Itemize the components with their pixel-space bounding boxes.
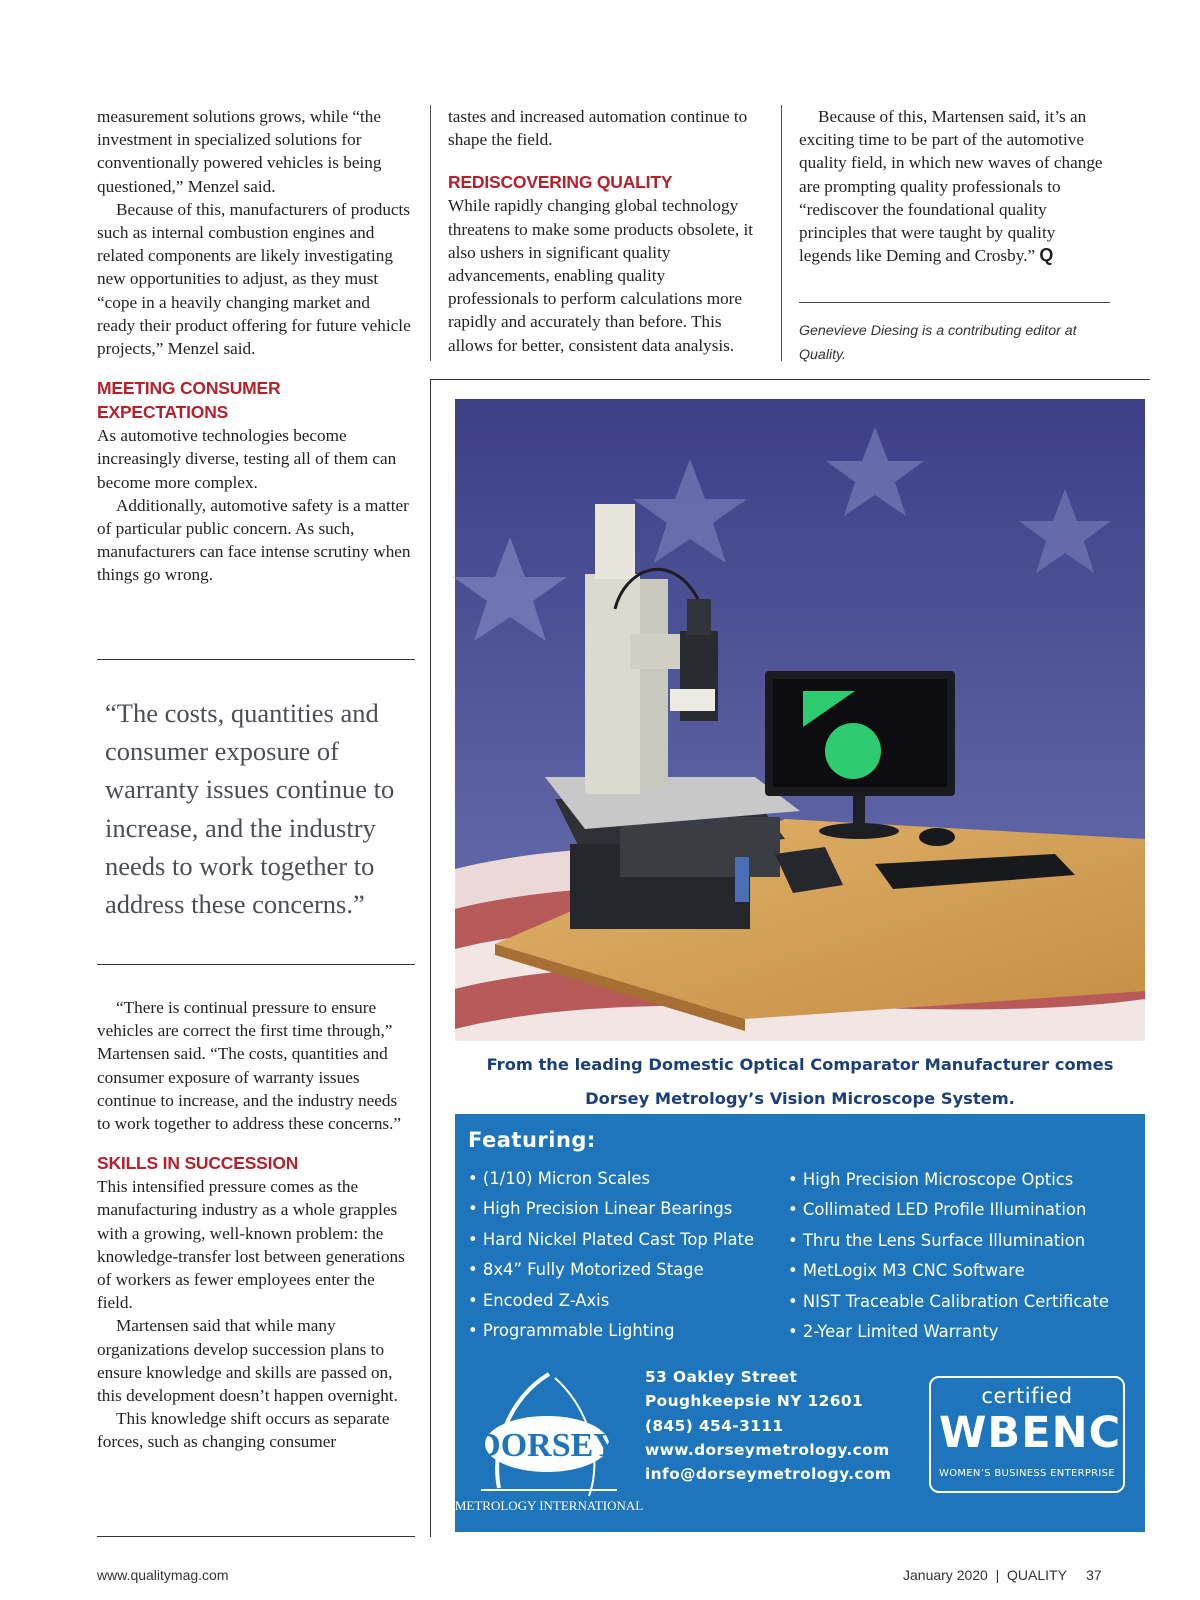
feature-item: • Encoded Z-Axis bbox=[468, 1286, 754, 1316]
feature-item: • Hard Nickel Plated Cast Top Plate bbox=[468, 1225, 754, 1255]
col2-paragraph-2: While rapidly changing global technology threatens to make some products obsolete, it also ushers in significant quality advancements, enabling quality professionals to perform calculations more rapidly and accurately than before. This allows for better, consistent data analysis. bbox=[448, 196, 754, 355]
ad-product-photo bbox=[455, 399, 1145, 1041]
ad-tagline-line-2: Dorsey Metrology’s Vision Microscope System. bbox=[585, 1089, 1015, 1108]
mouse bbox=[919, 828, 955, 846]
microscope-column bbox=[585, 574, 640, 794]
feature-item: • NIST Traceable Calibration Certificate bbox=[788, 1287, 1109, 1317]
microscope-system-illustration bbox=[455, 399, 1145, 1041]
wbenc-certified-label: certified bbox=[981, 1384, 1073, 1408]
ad-feature-panel bbox=[455, 1114, 1145, 1532]
address-email: info@dorseymetrology.com bbox=[645, 1465, 892, 1484]
col2-paragraph-1: tastes and increased automation continue to shape the field. bbox=[448, 107, 748, 150]
featuring-title: Featuring: bbox=[468, 1128, 596, 1152]
article-column-2 bbox=[448, 105, 758, 357]
article-column-1 bbox=[97, 105, 412, 587]
pullquote-rule-bottom bbox=[97, 964, 415, 965]
ad-frame-left bbox=[430, 379, 431, 1537]
wbenc-subtitle: WOMEN’S BUSINESS ENTERPRISE bbox=[939, 1468, 1115, 1479]
footer-issue-page: January 2020 | QUALITY 37 bbox=[903, 1567, 1102, 1583]
col1-paragraph-4: Additionally, automotive safety is a matter of particular public concern. As such, manufacturers can face intense scrutiny when things go wrong. bbox=[97, 495, 411, 585]
heading-skills-in-succession: SKILLS IN SUCCESSION bbox=[97, 1153, 299, 1174]
heading-rediscovering-quality: REDISCOVERING QUALITY bbox=[448, 172, 673, 193]
feature-list-right bbox=[788, 1165, 1109, 1347]
col1-paragraph-6: This intensified pressure comes as the manufacturing industry as a whole grapples with a growing, well-known problem: the knowledge-transfer lost between generations of workers as fewer employees enter the field. bbox=[97, 1177, 405, 1313]
address-street: 53 Oakley Street bbox=[645, 1368, 798, 1386]
address-phone: (845) 454-3111 bbox=[645, 1416, 784, 1435]
col1-paragraph-5: “There is continual pressure to ensure vehicles are correct the first time through,” Martensen said. “The costs, quantities and consumer exposure of warranty issues continue to increase, and the industry needs to work together to address these concerns.” bbox=[97, 998, 402, 1134]
col1-paragraph-1: measurement solutions grows, while “the investment in specialized solutions for conventionally powered vehicles is being questioned,” Menzel said. bbox=[97, 107, 382, 196]
wbenc-certification-badge bbox=[929, 1376, 1125, 1493]
pullquote-rule-top bbox=[97, 659, 415, 660]
footer-website: www.qualitymag.com bbox=[97, 1567, 229, 1583]
feature-item: • 2-Year Limited Warranty bbox=[788, 1317, 1109, 1347]
column-divider-1 bbox=[430, 105, 431, 361]
wbenc-logo-text: WBENC bbox=[939, 1408, 1122, 1458]
feature-list-left bbox=[468, 1164, 754, 1346]
address-website: www.dorseymetrology.com bbox=[645, 1440, 890, 1459]
feature-item: • (1/10) Micron Scales bbox=[468, 1164, 754, 1194]
author-byline: Genevieve Diesing is a contributing editor at Quality. bbox=[799, 323, 1077, 363]
article-column-1-lower bbox=[97, 996, 412, 1454]
col1-paragraph-8: This knowledge shift occurs as separate forces, such as changing consumer bbox=[97, 1409, 390, 1452]
col1-paragraph-2: Because of this, manufacturers of products such as internal combustion engines and related components are likely investigating new opportunities to adjust, as they must “cope in a heavily changing market and ready their product offering for future vehicle projects,” Menzel said. bbox=[97, 199, 411, 359]
col1-paragraph-7: Martensen said that while many organizations develop succession plans to ensure knowledge and skills are passed on, this development doesn’t happen overnight. bbox=[97, 1316, 398, 1406]
ad-tagline-line-1: From the leading Domestic Optical Comparator Manufacturer comes bbox=[486, 1055, 1114, 1074]
address-city: Poughkeepsie NY 12601 bbox=[645, 1392, 864, 1411]
article-column-3 bbox=[799, 105, 1111, 267]
dorsey-logo-icon bbox=[454, 1368, 644, 1518]
feature-item: • 8x4” Fully Motorized Stage bbox=[468, 1255, 754, 1285]
column-divider-2 bbox=[781, 105, 782, 361]
feature-item: • Thru the Lens Surface Illumination bbox=[788, 1226, 1109, 1256]
col1-paragraph-3: As automotive technologies become increasingly diverse, testing all of them can become more complex. bbox=[97, 426, 397, 492]
feature-item: • High Precision Linear Bearings bbox=[468, 1194, 754, 1224]
ad-address bbox=[645, 1365, 891, 1486]
col3-paragraph-1-text: Because of this, Martensen said, it’s an exciting time to be part of the automotive quality field, in which new waves of change are prompting quality professionals to “rediscover the foundational quality principles that were taught by quality legends like Deming and Crosby.” bbox=[799, 107, 1103, 266]
profile-circle bbox=[825, 723, 881, 779]
col3-paragraph-1 bbox=[799, 105, 1111, 267]
feature-item: • Programmable Lighting bbox=[468, 1316, 754, 1346]
quality-end-mark-icon: Q bbox=[1039, 245, 1054, 266]
byline-rule bbox=[799, 302, 1110, 303]
feature-item: • Collimated LED Profile Illumination bbox=[788, 1195, 1109, 1225]
dorsey-logo-name: DORSEY bbox=[476, 1427, 618, 1464]
footer-rule bbox=[97, 1536, 415, 1537]
ad-frame-top bbox=[430, 379, 1150, 380]
ad-tagline bbox=[455, 1041, 1145, 1114]
heading-meeting-consumer-expectations: MEETING CONSUMER EXPECTATIONS bbox=[97, 378, 281, 423]
feature-item: • MetLogix M3 CNC Software bbox=[788, 1256, 1109, 1286]
pull-quote: “The costs, quantities and consumer exposure of warranty issues continue to increase, and the industry needs to work together to address these concerns.” bbox=[105, 698, 395, 920]
feature-item: • High Precision Microscope Optics bbox=[788, 1165, 1109, 1195]
dorsey-logo-subtitle: METROLOGY INTERNATIONAL bbox=[454, 1498, 644, 1513]
